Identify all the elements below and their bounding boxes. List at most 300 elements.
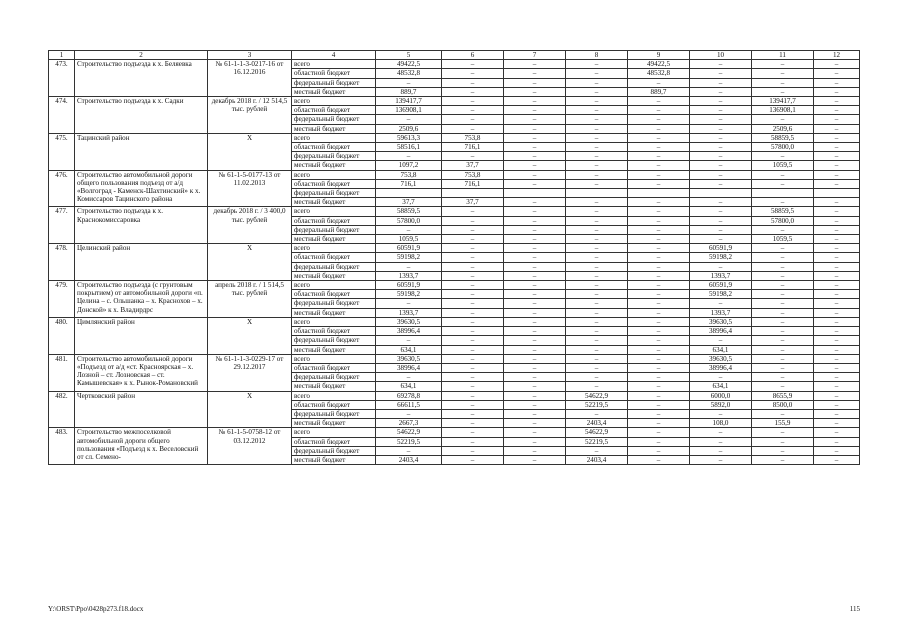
- record-name: Строительство автомобильной дороги общего пользования подъезд от а/д «Волгоград - Каменск-Шахтинский» к х. Комиссаров Тацинского района: [75, 170, 208, 207]
- table-row: [49, 60, 860, 69]
- budget-type-cell: областной бюджет: [292, 69, 376, 78]
- value-cell: –: [566, 253, 628, 262]
- value-cell: –: [376, 336, 442, 345]
- value-cell: –: [628, 446, 690, 455]
- value-cell: –: [628, 281, 690, 290]
- value-cell: –: [566, 124, 628, 133]
- value-cell: [566, 189, 628, 198]
- value-cell: –: [442, 299, 504, 308]
- value-cell: 1393,7: [690, 271, 752, 280]
- value-cell: –: [566, 115, 628, 124]
- value-cell: –: [690, 143, 752, 152]
- record-name: Строительство автомобильной дороги «Подъезд от а/д «ст. Красноярская – х. Лозной – ст. Лозновская – ст. Камышевская» к х. Рынок-Романовский: [75, 354, 208, 391]
- value-cell: –: [566, 106, 628, 115]
- page-number: 115: [849, 605, 860, 613]
- value-cell: –: [504, 78, 566, 87]
- value-cell: 889,7: [376, 87, 442, 96]
- budget-type-cell: местный бюджет: [292, 124, 376, 133]
- value-cell: –: [628, 354, 690, 363]
- value-cell: –: [442, 327, 504, 336]
- value-cell: –: [752, 428, 814, 437]
- value-cell: –: [814, 143, 860, 152]
- record-document: № 61-1-1-3-0217-16 от 16.12.2016: [208, 60, 292, 97]
- value-cell: –: [628, 235, 690, 244]
- value-cell: –: [566, 225, 628, 234]
- value-cell: –: [566, 143, 628, 152]
- value-cell: –: [628, 391, 690, 400]
- value-cell: 58859,5: [752, 207, 814, 216]
- value-cell: –: [690, 428, 752, 437]
- header-cell: 2: [75, 51, 208, 60]
- value-cell: –: [566, 262, 628, 271]
- value-cell: –: [752, 363, 814, 372]
- value-cell: –: [442, 409, 504, 418]
- value-cell: 37,7: [442, 161, 504, 170]
- budget-type-cell: всего: [292, 97, 376, 106]
- value-cell: –: [752, 281, 814, 290]
- record-name: Строительство подъезда к х. Садки: [75, 97, 208, 134]
- header-cell: 7: [504, 51, 566, 60]
- value-cell: –: [504, 152, 566, 161]
- value-cell: –: [442, 78, 504, 87]
- value-cell: 716,1: [442, 179, 504, 188]
- value-cell: –: [376, 262, 442, 271]
- value-cell: –: [566, 235, 628, 244]
- value-cell: –: [504, 419, 566, 428]
- value-cell: 2667,3: [376, 419, 442, 428]
- value-cell: –: [442, 216, 504, 225]
- record-number: 474.: [49, 97, 75, 134]
- value-cell: –: [690, 69, 752, 78]
- value-cell: 634,1: [690, 382, 752, 391]
- value-cell: 716,1: [442, 143, 504, 152]
- value-cell: –: [814, 354, 860, 363]
- value-cell: –: [814, 97, 860, 106]
- value-cell: 139417,7: [376, 97, 442, 106]
- value-cell: 2403,4: [566, 419, 628, 428]
- value-cell: –: [376, 152, 442, 161]
- value-cell: 108,0: [690, 419, 752, 428]
- value-cell: –: [628, 262, 690, 271]
- value-cell: –: [442, 97, 504, 106]
- budget-type-cell: местный бюджет: [292, 87, 376, 96]
- value-cell: –: [442, 262, 504, 271]
- budget-type-cell: областной бюджет: [292, 290, 376, 299]
- budget-type-cell: местный бюджет: [292, 345, 376, 354]
- value-cell: –: [566, 60, 628, 69]
- value-cell: –: [628, 437, 690, 446]
- table-row: [49, 428, 860, 437]
- value-cell: –: [814, 428, 860, 437]
- value-cell: [442, 189, 504, 198]
- value-cell: 634,1: [376, 382, 442, 391]
- value-cell: –: [752, 179, 814, 188]
- value-cell: –: [814, 161, 860, 170]
- table-row: [49, 97, 860, 106]
- value-cell: –: [752, 354, 814, 363]
- value-cell: –: [442, 382, 504, 391]
- value-cell: –: [566, 327, 628, 336]
- value-cell: –: [376, 373, 442, 382]
- value-cell: –: [690, 97, 752, 106]
- value-cell: –: [628, 373, 690, 382]
- value-cell: –: [690, 106, 752, 115]
- record-document: № 61-1-5-0758-12 от 03.12.2012: [208, 428, 292, 465]
- value-cell: 60591,9: [376, 244, 442, 253]
- value-cell: –: [690, 437, 752, 446]
- value-cell: –: [752, 60, 814, 69]
- value-cell: –: [566, 409, 628, 418]
- value-cell: 1393,7: [690, 308, 752, 317]
- record-name: Строительство подъезда к х. Беляевка: [75, 60, 208, 97]
- value-cell: 54622,9: [566, 428, 628, 437]
- value-cell: –: [752, 152, 814, 161]
- value-cell: –: [814, 363, 860, 372]
- value-cell: 136908,1: [752, 106, 814, 115]
- value-cell: –: [566, 308, 628, 317]
- value-cell: 57800,0: [752, 216, 814, 225]
- budget-type-cell: местный бюджет: [292, 271, 376, 280]
- budget-type-cell: федеральный бюджет: [292, 336, 376, 345]
- value-cell: –: [814, 336, 860, 345]
- value-cell: –: [376, 299, 442, 308]
- value-cell: –: [814, 78, 860, 87]
- value-cell: –: [628, 290, 690, 299]
- value-cell: –: [814, 281, 860, 290]
- value-cell: 48532,8: [376, 69, 442, 78]
- value-cell: 634,1: [376, 345, 442, 354]
- value-cell: –: [504, 244, 566, 253]
- value-cell: –: [752, 299, 814, 308]
- value-cell: –: [752, 345, 814, 354]
- budget-type-cell: всего: [292, 207, 376, 216]
- value-cell: –: [628, 207, 690, 216]
- value-cell: 38996,4: [376, 363, 442, 372]
- value-cell: –: [690, 235, 752, 244]
- value-cell: –: [628, 455, 690, 464]
- value-cell: –: [752, 336, 814, 345]
- value-cell: –: [442, 455, 504, 464]
- value-cell: 1393,7: [376, 308, 442, 317]
- table-row: [49, 244, 860, 253]
- value-cell: –: [566, 345, 628, 354]
- value-cell: 57800,0: [752, 143, 814, 152]
- value-cell: 60591,9: [690, 281, 752, 290]
- value-cell: –: [628, 97, 690, 106]
- value-cell: –: [814, 290, 860, 299]
- value-cell: 6000,0: [690, 391, 752, 400]
- value-cell: –: [752, 446, 814, 455]
- value-cell: –: [504, 216, 566, 225]
- value-cell: –: [376, 115, 442, 124]
- value-cell: –: [442, 336, 504, 345]
- header-cell: 4: [292, 51, 376, 60]
- budget-type-cell: областной бюджет: [292, 143, 376, 152]
- value-cell: –: [504, 400, 566, 409]
- value-cell: 716,1: [376, 179, 442, 188]
- value-cell: –: [814, 69, 860, 78]
- value-cell: –: [566, 382, 628, 391]
- value-cell: 136908,1: [376, 106, 442, 115]
- value-cell: –: [504, 327, 566, 336]
- value-cell: –: [566, 170, 628, 179]
- value-cell: –: [628, 161, 690, 170]
- record-document: № 61-1-1-3-0229-17 от 29.12.2017: [208, 354, 292, 391]
- value-cell: 38996,4: [376, 327, 442, 336]
- value-cell: –: [628, 124, 690, 133]
- value-cell: –: [442, 354, 504, 363]
- value-cell: 2403,4: [566, 455, 628, 464]
- record-number: 475.: [49, 133, 75, 170]
- value-cell: –: [442, 373, 504, 382]
- value-cell: –: [504, 207, 566, 216]
- value-cell: –: [566, 244, 628, 253]
- record-name: Строительство межпоселковой автомобильной дороги общего пользования «Подъезд к х. Веселовский от сл. Семено-: [75, 428, 208, 465]
- value-cell: –: [690, 124, 752, 133]
- value-cell: –: [690, 446, 752, 455]
- value-cell: –: [442, 437, 504, 446]
- value-cell: –: [504, 179, 566, 188]
- value-cell: 58859,5: [376, 207, 442, 216]
- value-cell: –: [376, 78, 442, 87]
- budget-type-cell: всего: [292, 60, 376, 69]
- value-cell: –: [504, 262, 566, 271]
- value-cell: –: [814, 124, 860, 133]
- value-cell: –: [690, 87, 752, 96]
- value-cell: –: [690, 216, 752, 225]
- value-cell: –: [442, 225, 504, 234]
- value-cell: –: [566, 299, 628, 308]
- budget-type-cell: федеральный бюджет: [292, 189, 376, 198]
- value-cell: –: [628, 271, 690, 280]
- value-cell: –: [752, 317, 814, 326]
- value-cell: –: [504, 446, 566, 455]
- value-cell: –: [504, 97, 566, 106]
- value-cell: –: [442, 69, 504, 78]
- value-cell: –: [752, 262, 814, 271]
- value-cell: –: [814, 179, 860, 188]
- value-cell: 2403,4: [376, 455, 442, 464]
- value-cell: [628, 189, 690, 198]
- value-cell: –: [814, 455, 860, 464]
- value-cell: 60591,9: [690, 244, 752, 253]
- value-cell: –: [504, 382, 566, 391]
- header-row: [49, 51, 860, 60]
- value-cell: –: [814, 382, 860, 391]
- value-cell: –: [752, 244, 814, 253]
- value-cell: 37,7: [376, 198, 442, 207]
- value-cell: –: [752, 437, 814, 446]
- value-cell: 5892,0: [690, 400, 752, 409]
- value-cell: –: [814, 253, 860, 262]
- value-cell: –: [442, 253, 504, 262]
- value-cell: –: [504, 115, 566, 124]
- value-cell: –: [504, 308, 566, 317]
- value-cell: –: [814, 216, 860, 225]
- value-cell: –: [752, 455, 814, 464]
- record-number: 482.: [49, 391, 75, 428]
- value-cell: –: [504, 317, 566, 326]
- value-cell: 1059,5: [752, 161, 814, 170]
- header-cell: 9: [628, 51, 690, 60]
- value-cell: 2509,6: [752, 124, 814, 133]
- value-cell: –: [628, 106, 690, 115]
- value-cell: –: [814, 133, 860, 142]
- value-cell: –: [814, 225, 860, 234]
- budget-type-cell: всего: [292, 281, 376, 290]
- value-cell: –: [690, 336, 752, 345]
- record-number: 480.: [49, 317, 75, 354]
- budget-type-cell: всего: [292, 170, 376, 179]
- value-cell: 39630,5: [690, 317, 752, 326]
- value-cell: –: [628, 244, 690, 253]
- header-cell: 6: [442, 51, 504, 60]
- value-cell: –: [814, 437, 860, 446]
- budget-type-cell: федеральный бюджет: [292, 299, 376, 308]
- budget-type-cell: местный бюджет: [292, 308, 376, 317]
- value-cell: –: [504, 281, 566, 290]
- header-cell: 11: [752, 51, 814, 60]
- record-document: Х: [208, 244, 292, 281]
- value-cell: –: [376, 446, 442, 455]
- value-cell: –: [504, 290, 566, 299]
- value-cell: –: [566, 161, 628, 170]
- value-cell: –: [814, 152, 860, 161]
- table-row: [49, 391, 860, 400]
- value-cell: –: [814, 373, 860, 382]
- value-cell: –: [752, 253, 814, 262]
- value-cell: –: [628, 115, 690, 124]
- budget-type-cell: всего: [292, 428, 376, 437]
- record-document: декабрь 2018 г. / 12 514,5 тыс. рублей: [208, 97, 292, 134]
- value-cell: –: [814, 409, 860, 418]
- value-cell: –: [814, 299, 860, 308]
- header-cell: 10: [690, 51, 752, 60]
- value-cell: –: [814, 235, 860, 244]
- value-cell: [504, 189, 566, 198]
- value-cell: –: [752, 69, 814, 78]
- value-cell: –: [376, 225, 442, 234]
- value-cell: 57800,0: [376, 216, 442, 225]
- value-cell: –: [566, 97, 628, 106]
- value-cell: –: [814, 170, 860, 179]
- value-cell: –: [690, 170, 752, 179]
- record-document: № 61-1-5-0177-13 от 11.02.2013: [208, 170, 292, 207]
- value-cell: 52219,5: [376, 437, 442, 446]
- value-cell: 139417,7: [752, 97, 814, 106]
- value-cell: 1059,5: [752, 235, 814, 244]
- value-cell: –: [504, 69, 566, 78]
- value-cell: –: [690, 161, 752, 170]
- value-cell: –: [566, 446, 628, 455]
- value-cell: –: [442, 244, 504, 253]
- value-cell: –: [566, 271, 628, 280]
- value-cell: –: [690, 299, 752, 308]
- value-cell: –: [442, 106, 504, 115]
- budget-type-cell: местный бюджет: [292, 455, 376, 464]
- value-cell: 49422,5: [376, 60, 442, 69]
- budget-type-cell: всего: [292, 244, 376, 253]
- budget-type-cell: местный бюджет: [292, 419, 376, 428]
- value-cell: –: [442, 419, 504, 428]
- value-cell: –: [752, 198, 814, 207]
- value-cell: –: [566, 198, 628, 207]
- value-cell: –: [628, 152, 690, 161]
- value-cell: –: [442, 271, 504, 280]
- value-cell: 753,8: [442, 133, 504, 142]
- value-cell: –: [814, 271, 860, 280]
- value-cell: –: [690, 373, 752, 382]
- table-row: [49, 133, 860, 142]
- value-cell: 48532,8: [628, 69, 690, 78]
- budget-type-cell: всего: [292, 317, 376, 326]
- value-cell: 1097,2: [376, 161, 442, 170]
- record-document: Х: [208, 133, 292, 170]
- value-cell: 54622,9: [566, 391, 628, 400]
- value-cell: –: [504, 253, 566, 262]
- value-cell: –: [442, 152, 504, 161]
- value-cell: 69278,8: [376, 391, 442, 400]
- value-cell: 52219,5: [566, 400, 628, 409]
- value-cell: –: [442, 281, 504, 290]
- value-cell: –: [566, 87, 628, 96]
- value-cell: –: [814, 391, 860, 400]
- value-cell: –: [814, 244, 860, 253]
- value-cell: –: [442, 428, 504, 437]
- value-cell: –: [566, 152, 628, 161]
- value-cell: –: [628, 336, 690, 345]
- budget-table-sheet: [48, 50, 859, 465]
- record-number: 477.: [49, 207, 75, 244]
- value-cell: –: [566, 207, 628, 216]
- value-cell: –: [814, 308, 860, 317]
- value-cell: –: [690, 207, 752, 216]
- value-cell: –: [752, 170, 814, 179]
- value-cell: –: [814, 198, 860, 207]
- value-cell: –: [690, 133, 752, 142]
- value-cell: 59198,2: [690, 253, 752, 262]
- budget-type-cell: всего: [292, 391, 376, 400]
- value-cell: –: [504, 299, 566, 308]
- value-cell: 634,1: [690, 345, 752, 354]
- value-cell: –: [442, 308, 504, 317]
- value-cell: –: [504, 428, 566, 437]
- value-cell: 54622,9: [376, 428, 442, 437]
- value-cell: [814, 189, 860, 198]
- value-cell: –: [442, 400, 504, 409]
- value-cell: 60591,9: [376, 281, 442, 290]
- value-cell: –: [442, 115, 504, 124]
- budget-type-cell: областной бюджет: [292, 327, 376, 336]
- budget-type-cell: федеральный бюджет: [292, 115, 376, 124]
- value-cell: 38996,4: [690, 327, 752, 336]
- value-cell: –: [504, 345, 566, 354]
- value-cell: –: [628, 198, 690, 207]
- value-cell: –: [504, 133, 566, 142]
- value-cell: –: [752, 225, 814, 234]
- value-cell: –: [690, 78, 752, 87]
- value-cell: –: [504, 143, 566, 152]
- value-cell: –: [752, 78, 814, 87]
- value-cell: 52219,5: [566, 437, 628, 446]
- value-cell: –: [814, 327, 860, 336]
- value-cell: –: [628, 253, 690, 262]
- record-name: Строительство подъезда (с грунтовым покрытием) от автомобильной дороги «п. Целина – с. Ольшанка – х. Краснохов – х. Донской» к х. Владирдрс: [75, 281, 208, 318]
- value-cell: –: [504, 373, 566, 382]
- value-cell: 753,8: [442, 170, 504, 179]
- budget-type-cell: областной бюджет: [292, 400, 376, 409]
- value-cell: –: [814, 400, 860, 409]
